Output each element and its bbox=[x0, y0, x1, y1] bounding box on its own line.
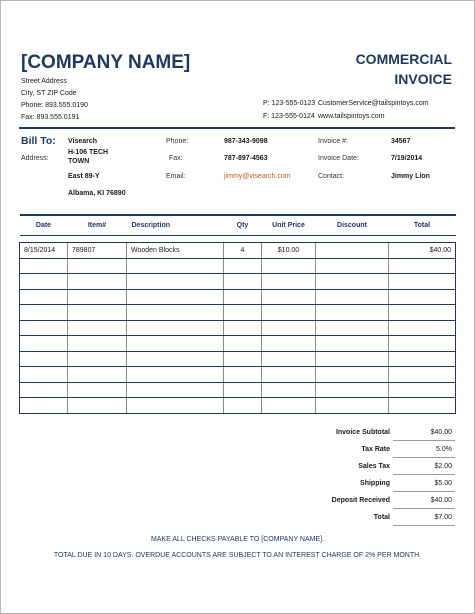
header-divider bbox=[19, 127, 455, 129]
totals-label: Deposit Received bbox=[331, 496, 390, 504]
table-cell[interactable] bbox=[262, 274, 316, 290]
table-cell[interactable] bbox=[68, 398, 127, 414]
footer-terms-note: TOTAL DUE IN 10 DAYS. OVERDUE ACCOUNTS ARE SUBJECT TO AN INTEREST CHARGE OF 2% PER MONTH. bbox=[53, 552, 422, 559]
table-cell[interactable] bbox=[224, 305, 262, 321]
table-cell[interactable] bbox=[224, 258, 262, 274]
table-cell[interactable]: 789807 bbox=[68, 243, 127, 259]
table-cell[interactable] bbox=[316, 258, 389, 274]
address-line4: Albama, KI 76890 bbox=[68, 190, 126, 197]
bill-to-name: Visearch bbox=[68, 138, 98, 145]
table-cell[interactable] bbox=[262, 258, 316, 274]
table-cell[interactable] bbox=[262, 289, 316, 305]
column-header-discount: Discount bbox=[316, 215, 389, 236]
table-cell[interactable] bbox=[316, 320, 389, 336]
table-row bbox=[20, 367, 456, 383]
table-row bbox=[20, 320, 456, 336]
table-cell[interactable] bbox=[262, 320, 316, 336]
table-cell[interactable] bbox=[20, 289, 68, 305]
address-label: Address: bbox=[21, 155, 49, 162]
invoice-number-value: 34567 bbox=[391, 138, 411, 145]
column-header-date: Date bbox=[20, 215, 68, 236]
totals-label: Tax Rate bbox=[361, 445, 390, 453]
table-cell[interactable] bbox=[127, 274, 224, 290]
table-cell[interactable] bbox=[262, 398, 316, 414]
table-cell[interactable] bbox=[389, 320, 456, 336]
phone-value: 987-343-9098 bbox=[224, 138, 268, 145]
company-city: City, ST ZIP Code bbox=[21, 90, 77, 97]
contact-email: CustomerService@tailspintoys.com bbox=[318, 100, 429, 107]
table-cell[interactable] bbox=[262, 367, 316, 383]
table-cell[interactable] bbox=[68, 289, 127, 305]
totals-row bbox=[317, 475, 455, 492]
address-line2: TOWN bbox=[68, 158, 90, 165]
table-cell[interactable] bbox=[20, 351, 68, 367]
totals-table bbox=[317, 424, 455, 526]
table-cell[interactable] bbox=[389, 382, 456, 398]
table-cell[interactable] bbox=[20, 382, 68, 398]
column-header-total: Total bbox=[389, 215, 456, 236]
contact-value: Jimmy Lion bbox=[391, 173, 430, 180]
table-cell[interactable] bbox=[389, 367, 456, 383]
table-cell[interactable] bbox=[68, 336, 127, 352]
table-cell[interactable] bbox=[68, 305, 127, 321]
totals-value[interactable]: $5.00 bbox=[393, 475, 455, 492]
table-row bbox=[20, 305, 456, 321]
items-header-row bbox=[20, 215, 456, 236]
totals-label: Shipping bbox=[360, 479, 390, 487]
table-cell[interactable] bbox=[68, 274, 127, 290]
table-cell[interactable] bbox=[127, 367, 224, 383]
totals-row bbox=[317, 424, 455, 441]
table-cell[interactable] bbox=[262, 336, 316, 352]
table-cell[interactable] bbox=[127, 351, 224, 367]
table-cell[interactable] bbox=[224, 289, 262, 305]
contact-label: Contact: bbox=[318, 173, 345, 180]
table-cell[interactable] bbox=[224, 382, 262, 398]
table-cell[interactable] bbox=[224, 367, 262, 383]
table-cell[interactable] bbox=[20, 305, 68, 321]
company-phone: Phone: 893.555.0190 bbox=[21, 102, 88, 109]
items-table bbox=[19, 214, 456, 414]
table-cell[interactable] bbox=[127, 382, 224, 398]
table-cell[interactable] bbox=[316, 274, 389, 290]
column-header-unit-price: Unit Price bbox=[262, 215, 316, 236]
totals-value[interactable]: $40.00 bbox=[393, 424, 455, 441]
table-cell[interactable] bbox=[68, 382, 127, 398]
table-cell[interactable]: 8/15/2014 bbox=[20, 243, 68, 259]
table-cell[interactable]: 4 bbox=[224, 243, 262, 259]
table-cell[interactable] bbox=[262, 305, 316, 321]
table-row bbox=[20, 351, 456, 367]
table-cell[interactable] bbox=[127, 289, 224, 305]
table-cell[interactable] bbox=[127, 258, 224, 274]
email-label: Email: bbox=[166, 173, 186, 180]
fax-value: 787-897-4563 bbox=[224, 155, 268, 162]
table-cell[interactable] bbox=[316, 367, 389, 383]
table-cell[interactable] bbox=[127, 336, 224, 352]
address-line3: East 89-Y bbox=[68, 173, 100, 180]
table-cell[interactable] bbox=[316, 305, 389, 321]
table-cell[interactable] bbox=[316, 351, 389, 367]
totals-row bbox=[317, 509, 455, 526]
table-cell[interactable] bbox=[389, 351, 456, 367]
phone-label: Phone: bbox=[166, 138, 189, 145]
table-cell[interactable] bbox=[68, 351, 127, 367]
totals-row bbox=[317, 441, 455, 458]
table-cell[interactable] bbox=[389, 305, 456, 321]
table-cell[interactable] bbox=[20, 258, 68, 274]
table-cell[interactable]: $40.00 bbox=[389, 243, 456, 259]
totals-value[interactable]: $7.00 bbox=[393, 509, 455, 526]
column-header-qty: Qty bbox=[224, 215, 262, 236]
table-cell[interactable] bbox=[127, 398, 224, 414]
table-cell[interactable] bbox=[316, 289, 389, 305]
table-row bbox=[20, 274, 456, 290]
table-cell[interactable] bbox=[224, 274, 262, 290]
table-cell[interactable] bbox=[224, 398, 262, 414]
address-line1: H-106 TECH bbox=[68, 149, 109, 156]
table-cell[interactable] bbox=[316, 336, 389, 352]
table-cell[interactable] bbox=[20, 274, 68, 290]
company-street: Street Address bbox=[21, 78, 67, 85]
bill-to-heading: Bill To: bbox=[21, 135, 56, 147]
table-cell[interactable] bbox=[68, 367, 127, 383]
company-fax: Fax: 893.555.0191 bbox=[21, 114, 80, 121]
table-cell[interactable] bbox=[316, 243, 389, 259]
table-cell[interactable] bbox=[262, 382, 316, 398]
table-cell[interactable] bbox=[224, 336, 262, 352]
table-cell[interactable]: Wooden Blocks bbox=[127, 243, 224, 259]
totals-label: Sales Tax bbox=[358, 462, 390, 470]
table-cell[interactable] bbox=[224, 320, 262, 336]
table-cell[interactable] bbox=[389, 398, 456, 414]
totals-value[interactable]: $2.00 bbox=[393, 458, 455, 475]
invoice-number-label: Invoice #: bbox=[318, 138, 348, 145]
table-cell[interactable] bbox=[20, 398, 68, 414]
contact-website: www.tailspintoys.com bbox=[318, 113, 385, 120]
table-cell[interactable] bbox=[389, 274, 456, 290]
company-name: [COMPANY NAME] bbox=[21, 52, 191, 73]
table-cell[interactable] bbox=[389, 258, 456, 274]
table-row bbox=[20, 398, 456, 414]
table-cell[interactable] bbox=[127, 305, 224, 321]
table-row bbox=[20, 289, 456, 305]
table-cell[interactable]: $10.00 bbox=[262, 243, 316, 259]
table-cell[interactable] bbox=[224, 351, 262, 367]
table-cell[interactable] bbox=[316, 398, 389, 414]
totals-value[interactable]: $40.00 bbox=[393, 492, 455, 509]
table-row bbox=[20, 382, 456, 398]
table-cell[interactable] bbox=[389, 289, 456, 305]
contact-phone: P: 123-555-0123 bbox=[263, 100, 316, 107]
invoice-title-line2: INVOICE bbox=[394, 71, 452, 87]
column-header-item: Item# bbox=[68, 215, 127, 236]
email-value[interactable]: jimmy@visearch.com bbox=[224, 173, 291, 180]
totals-label: Total bbox=[373, 513, 390, 521]
totals-label: Invoice Subtotal bbox=[335, 428, 390, 436]
contact-fax: F: 123-555-0124 bbox=[263, 113, 315, 120]
table-cell[interactable] bbox=[262, 351, 316, 367]
column-header-description: Description bbox=[127, 215, 224, 236]
footer-payable-note: MAKE ALL CHECKS PAYABLE TO [COMPANY NAME]. bbox=[150, 536, 325, 543]
table-row bbox=[20, 336, 456, 352]
totals-row bbox=[317, 458, 455, 475]
table-cell[interactable] bbox=[20, 336, 68, 352]
invoice-title-line1: COMMERCIAL bbox=[355, 51, 452, 67]
table-cell[interactable] bbox=[68, 320, 127, 336]
invoice-date-label: Invoice Date: bbox=[318, 155, 359, 162]
totals-row bbox=[317, 492, 455, 509]
invoice-date-value: 7/19/2014 bbox=[391, 155, 423, 162]
table-cell[interactable] bbox=[127, 320, 224, 336]
fax-label: Fax: bbox=[169, 155, 183, 162]
table-row bbox=[20, 243, 456, 259]
table-cell[interactable] bbox=[389, 336, 456, 352]
table-row bbox=[20, 258, 456, 274]
table-cell[interactable] bbox=[20, 367, 68, 383]
table-cell[interactable] bbox=[316, 382, 389, 398]
table-cell[interactable] bbox=[20, 320, 68, 336]
table-spacer bbox=[20, 236, 456, 243]
totals-value[interactable]: 5.0% bbox=[393, 441, 455, 458]
table-cell[interactable] bbox=[68, 258, 127, 274]
